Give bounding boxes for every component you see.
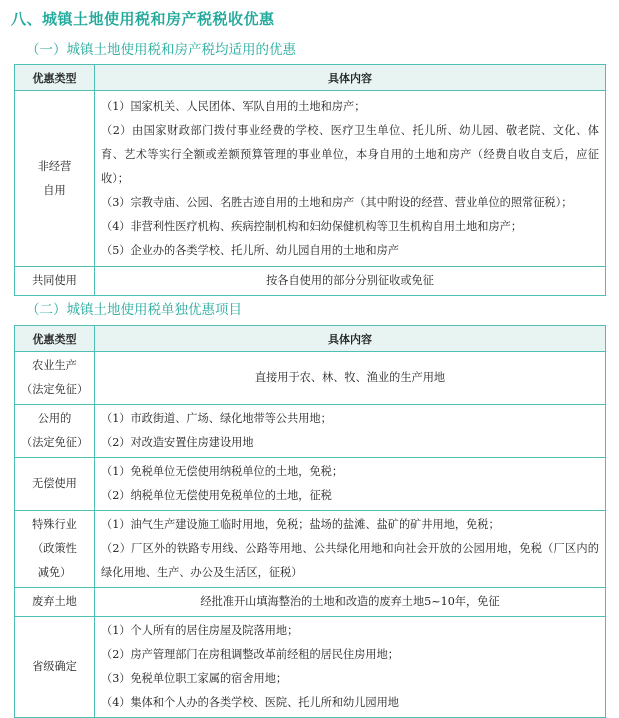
type-line: 非经营: [37, 159, 72, 173]
table-row: [15, 617, 606, 718]
table-land-tax-preferences: [14, 325, 606, 718]
section-title: 八、城镇土地使用税和房产税税收优惠: [11, 10, 275, 28]
row-type: [15, 405, 95, 458]
table-row: [15, 267, 606, 296]
content-line: （2）由国家财政部门拨付事业经费的学校、医疗卫生单位、托儿所、幼儿园、敬老院、文化、体育、艺术等实行全额或差额预算管理的事业单位，本身自用的土地和房产（经费自收自支后，应征收）；: [101, 123, 599, 185]
table-row: [15, 511, 606, 588]
row-type: [15, 458, 95, 511]
table-row: [15, 352, 606, 405]
row-type: [15, 267, 95, 296]
content-line: （3）免税单位职工家属的宿舍用地；: [101, 672, 288, 685]
type-line: 公用的: [37, 412, 72, 425]
row-content: [95, 458, 606, 511]
row-type: [15, 617, 95, 718]
content-line: （1）油气生产建设施工临时用地，免税；盐场的盐滩、盐矿的矿井用地，免税；: [101, 518, 500, 531]
content-line: （4）集体和个人办的各类学校、医院、托儿所和幼儿园用地: [101, 696, 399, 709]
row-content: [95, 91, 606, 267]
row-content: [95, 267, 606, 296]
header-content: 具体内容: [95, 326, 606, 352]
type-line: 特殊行业: [32, 518, 77, 531]
row-content: [95, 588, 606, 617]
content-line: （3）宗教寺庙、公园、名胜古迹自用的土地和房产（其中附设的经营、营业单位的照常征税）；: [101, 195, 573, 209]
table-row: [15, 458, 606, 511]
type-line: 减免）: [37, 566, 72, 579]
type-line: 农业生产: [32, 359, 77, 372]
content-line: （2）厂区外的铁路专用线、公路等用地、公共绿化用地和向社会开放的公园用地，免税（厂区内的绿化用地、生产、办公及生活区，征税）: [101, 542, 599, 579]
row-type: [15, 91, 95, 267]
row-type: [15, 352, 95, 405]
type-line: （政策性: [32, 542, 77, 555]
type-line: 废弃土地: [32, 595, 77, 608]
table-header-row: [15, 65, 606, 91]
content-line: （1）个人所有的居住房屋及院落用地；: [101, 624, 299, 637]
content-line: （2）房产管理部门在房租调整改革前经租的居民住房用地；: [101, 648, 399, 661]
table-row: [15, 91, 606, 267]
content-line: （2）对改造安置住房建设用地: [101, 436, 254, 449]
content-line: 按各自使用的部分分别征收或免征: [266, 274, 434, 287]
row-type: [15, 588, 95, 617]
type-line: （法定免征）: [21, 436, 89, 449]
header-content: 具体内容: [95, 65, 606, 91]
table-shared-preferences: [14, 64, 606, 296]
type-line: 无偿使用: [32, 477, 77, 490]
header-type: 优惠类型: [15, 65, 95, 91]
header-type: 优惠类型: [15, 326, 95, 352]
type-line: 自用: [43, 183, 66, 197]
content-line: （2）纳税单位无偿使用免税单位的土地，征税: [101, 489, 332, 502]
row-content: [95, 617, 606, 718]
content-line: 直接用于农、林、牧、渔业的生产用地: [254, 371, 446, 384]
row-content: [95, 511, 606, 588]
type-line: （法定免征）: [21, 383, 89, 396]
subsection-title-1: （一）城镇土地使用税和房产税均适用的优惠: [26, 42, 296, 58]
row-type: [15, 511, 95, 588]
content-line: （1）国家机关、人民团体、军队自用的土地和房产；: [101, 99, 366, 113]
content-line: （5）企业办的各类学校、托儿所、幼儿园自用的土地和房产: [101, 243, 399, 257]
table-header-row: [15, 326, 606, 352]
table-row: [15, 588, 606, 617]
table-row: [15, 405, 606, 458]
type-line: 省级确定: [32, 660, 77, 673]
subsection-title-2: （二）城镇土地使用税单独优惠项目: [26, 302, 242, 318]
content-line: （4）非营利性医疗机构、疾病控制机构和妇幼保健机构等卫生机构自用土地和房产；: [101, 219, 523, 233]
content-line: （1）市政街道、广场、绿化地带等公共用地；: [101, 412, 332, 425]
row-content: [95, 405, 606, 458]
type-line: 共同使用: [32, 274, 77, 287]
row-content: [95, 352, 606, 405]
content-line: 经批准开山填海整治的土地和改造的废弃土地5~10年，免征: [200, 595, 500, 608]
content-line: （1）免税单位无偿使用纳税单位的土地，免税；: [101, 465, 344, 478]
